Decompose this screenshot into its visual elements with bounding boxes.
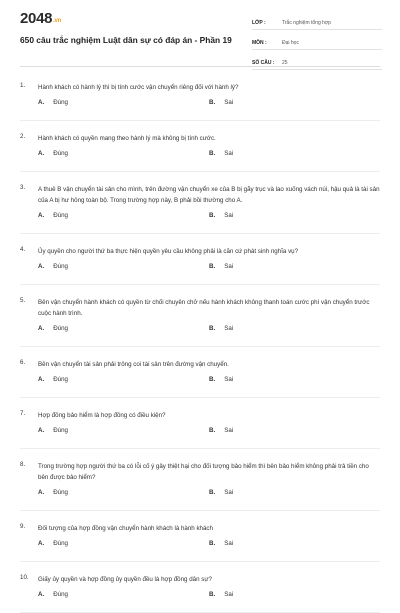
question-item bbox=[0, 347, 400, 398]
option-text: Sai bbox=[224, 99, 234, 106]
answer-option-b[interactable] bbox=[209, 99, 380, 106]
question-number: 4. bbox=[20, 246, 26, 253]
question-number: 6. bbox=[20, 359, 26, 366]
answer-option-b[interactable] bbox=[209, 150, 380, 157]
question-text: Bên vận chuyển hành khách có quyền từ chối chuyên chở nếu hành khách không thanh toán cước phí vận chuyển trước cuộc hành trình. bbox=[38, 299, 370, 317]
meta-value: Đại học bbox=[282, 40, 299, 46]
option-text: Sai bbox=[224, 540, 234, 547]
question-text: Đối tượng của hợp đồng vận chuyển hành khách là hành khách bbox=[38, 525, 213, 532]
option-text: Đúng bbox=[53, 591, 68, 598]
option-letter: A. bbox=[38, 591, 45, 598]
question-item bbox=[0, 121, 400, 172]
meta-key: MÔN : bbox=[252, 40, 267, 46]
answer-option-b[interactable] bbox=[209, 263, 380, 270]
option-letter: B. bbox=[209, 489, 216, 496]
answer-option-a[interactable] bbox=[38, 99, 209, 106]
question-item bbox=[0, 562, 400, 613]
meta-value: 25 bbox=[282, 60, 288, 66]
question-number: 1. bbox=[20, 82, 26, 89]
meta-key: LỚP : bbox=[252, 20, 266, 26]
option-letter: A. bbox=[38, 263, 45, 270]
question-item bbox=[0, 285, 400, 347]
answer-option-a[interactable] bbox=[38, 263, 209, 270]
option-text: Đúng bbox=[53, 263, 68, 270]
option-letter: B. bbox=[209, 325, 216, 332]
logo-text: 2048 bbox=[20, 10, 53, 27]
option-text: Sai bbox=[224, 150, 234, 157]
option-letter: A. bbox=[38, 325, 45, 332]
answer-option-a[interactable] bbox=[38, 325, 209, 332]
option-letter: B. bbox=[209, 150, 216, 157]
meta-row-class bbox=[252, 13, 382, 30]
option-letter: A. bbox=[38, 99, 45, 106]
question-text: Trong trường hợp người thứ ba có lỗi cố ý gây thiệt hại cho đối tượng bảo hiểm thì bên bảo hiểm không phải trả tiền cho bên được bảo hiểm? bbox=[38, 463, 369, 481]
question-item bbox=[0, 70, 400, 121]
option-text: Đúng bbox=[53, 427, 68, 434]
answer-option-b[interactable] bbox=[209, 540, 380, 547]
option-letter: A. bbox=[38, 212, 45, 219]
option-text: Đúng bbox=[53, 99, 68, 106]
answer-option-b[interactable] bbox=[209, 325, 380, 332]
meta-value: Trắc nghiệm tổng hợp bbox=[282, 20, 331, 26]
question-list bbox=[0, 70, 400, 613]
question-number: 9. bbox=[20, 523, 26, 530]
document-title: 650 câu trắc nghiệm Luật dân sự có đáp án - Phần 19 bbox=[20, 35, 232, 45]
header-divider bbox=[20, 66, 380, 67]
option-text: Sai bbox=[224, 325, 234, 332]
option-text: Đúng bbox=[53, 376, 68, 383]
question-number: 7. bbox=[20, 410, 26, 417]
question-text: Bên vận chuyển tài sản phải trông coi tài sản trên đường vận chuyển. bbox=[38, 361, 229, 368]
meta-key: SỐ CÂU : bbox=[252, 60, 275, 66]
answer-option-a[interactable] bbox=[38, 150, 209, 157]
question-number: 5. bbox=[20, 297, 26, 304]
question-text: Hợp đồng bảo hiểm là hợp đồng có điều kiện? bbox=[38, 412, 166, 419]
answer-option-a[interactable] bbox=[38, 376, 209, 383]
answer-option-b[interactable] bbox=[209, 591, 380, 598]
answer-option-a[interactable] bbox=[38, 540, 209, 547]
question-number: 10. bbox=[20, 574, 29, 581]
question-number: 8. bbox=[20, 461, 26, 468]
option-text: Sai bbox=[224, 591, 234, 598]
answer-option-a[interactable] bbox=[38, 591, 209, 598]
option-letter: B. bbox=[209, 212, 216, 219]
option-letter: B. bbox=[209, 263, 216, 270]
option-text: Đúng bbox=[53, 325, 68, 332]
question-text: Ủy quyền cho người thứ ba thực hiện quyền yêu cầu không phải là căn cứ phát sinh nghĩa vụ? bbox=[38, 248, 299, 255]
option-text: Đúng bbox=[53, 540, 68, 547]
option-text: Sai bbox=[224, 489, 234, 496]
site-logo[interactable] bbox=[20, 10, 61, 27]
option-letter: B. bbox=[209, 591, 216, 598]
option-text: Sai bbox=[224, 263, 234, 270]
option-letter: B. bbox=[209, 99, 216, 106]
page-header bbox=[0, 0, 400, 64]
option-letter: A. bbox=[38, 376, 45, 383]
option-letter: B. bbox=[209, 427, 216, 434]
answer-option-b[interactable] bbox=[209, 212, 380, 219]
question-text: A thuê B vận chuyển tài sản cho mình, trên đường vận chuyển xe của B bị gãy trục và lao xuống vách núi, hậu quả là tài sản của A bị hư hỏng toàn bộ. Trong trường hợp này, B phải bồi thường cho A. bbox=[38, 186, 380, 204]
question-item bbox=[0, 398, 400, 449]
answer-option-b[interactable] bbox=[209, 489, 380, 496]
question-text: Giấy ủy quyền và hợp đồng ủy quyền đều là hợp đồng dân sự? bbox=[38, 576, 212, 583]
question-item bbox=[0, 172, 400, 234]
option-letter: A. bbox=[38, 489, 45, 496]
question-number: 2. bbox=[20, 133, 26, 140]
question-text: Hành khách có hành lý thì bị tính cước vận chuyển riêng đối với hành lý? bbox=[38, 84, 239, 91]
question-text: Hành khách có quyền mang theo hành lý mà không bị tính cước. bbox=[38, 135, 216, 142]
answer-option-b[interactable] bbox=[209, 427, 380, 434]
option-text: Sai bbox=[224, 212, 234, 219]
option-letter: B. bbox=[209, 376, 216, 383]
option-text: Sai bbox=[224, 376, 234, 383]
meta-row-count bbox=[252, 53, 382, 70]
option-letter: B. bbox=[209, 540, 216, 547]
meta-row-subject bbox=[252, 33, 382, 50]
option-text: Sai bbox=[224, 427, 234, 434]
logo-tld: .vn bbox=[53, 18, 61, 24]
answer-option-a[interactable] bbox=[38, 427, 209, 434]
question-number: 3. bbox=[20, 184, 26, 191]
answer-option-b[interactable] bbox=[209, 376, 380, 383]
question-item bbox=[0, 449, 400, 511]
option-letter: A. bbox=[38, 540, 45, 547]
question-item bbox=[0, 511, 400, 562]
option-text: Đúng bbox=[53, 212, 68, 219]
option-text: Đúng bbox=[53, 489, 68, 496]
answer-option-a[interactable] bbox=[38, 489, 209, 496]
answer-option-a[interactable] bbox=[38, 212, 209, 219]
option-letter: A. bbox=[38, 150, 45, 157]
question-item bbox=[0, 234, 400, 285]
option-text: Đúng bbox=[53, 150, 68, 157]
option-letter: A. bbox=[38, 427, 45, 434]
meta-table bbox=[252, 13, 382, 73]
